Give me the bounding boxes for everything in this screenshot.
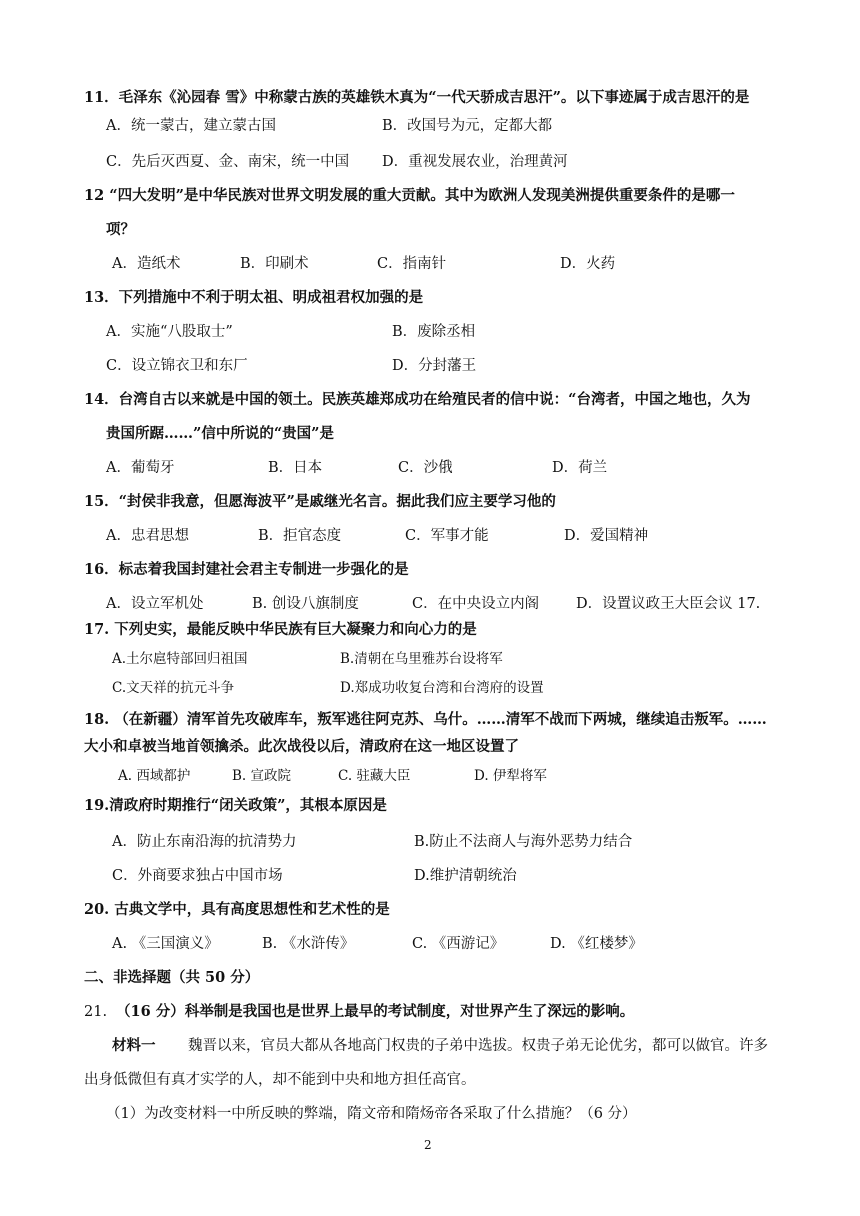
q11-option-d: D．重视发展农业，治理黄河	[382, 154, 568, 170]
q19-option-b: B.防止不法商人与海外恶势力结合	[414, 834, 633, 850]
q12-stem-cont: 项？	[106, 221, 135, 238]
q13-option-b: B．废除丞相	[392, 324, 476, 340]
q20-option-d: D. 《红楼梦》	[550, 936, 643, 952]
q11-option-c: C．先后灭西夏、金、南宋，统一中国	[106, 154, 350, 170]
q16-option-b: B. 创设八旗制度	[252, 596, 359, 612]
q18-option-a: A. 西域都护	[118, 768, 191, 784]
q14-option-c: C．沙俄	[398, 460, 453, 476]
page-number: 2	[424, 1138, 432, 1152]
q13-option-c: C．设立锦衣卫和东厂	[106, 358, 248, 374]
q12-option-c: C．指南针	[377, 256, 447, 272]
q20-option-a: A. 《三国演义》	[112, 936, 219, 952]
q17-option-c: C.文天祥的抗元斗争	[112, 680, 235, 696]
q18-option-b: B. 宣政院	[232, 768, 292, 784]
q15-option-a: A．忠君思想	[106, 528, 189, 544]
q12-stem: 12 “四大发明”是中华民族对世界文明发展的重大贡献。其中为欧洲人发现美洲提供重要条件的是哪一	[84, 187, 735, 204]
q21-subquestion-1: （1）为改变材料一中所反映的弊端，隋文帝和隋炀帝各采取了什么措施？（6 分）	[106, 1106, 637, 1122]
q14-stem-cont: 贵国所踞……”信中所说的“贵国”是	[106, 425, 335, 442]
q14-option-d: D．荷兰	[552, 460, 608, 476]
q16-option-d: D．设置议政王大臣会议 17.	[576, 596, 761, 612]
q21-stem: （16 分）科举制是我国也是世界上最早的考试制度，对世界产生了深远的影响。	[116, 1003, 635, 1020]
q11-option-b: B．改国号为元，定都大都	[382, 118, 553, 134]
q15-stem: 15．“封侯非我意，但愿海波平”是戚继光名言。据此我们应主要学习他的	[84, 493, 556, 510]
q13-stem: 13．下列措施中不利于明太祖、明成祖君权加强的是	[84, 289, 424, 306]
q16-option-a: A．设立军机处	[106, 596, 204, 612]
q12-option-d: D．火药	[560, 256, 616, 272]
q17-stem: 17. 下列史实，最能反映中华民族有巨大凝聚力和向心力的是	[84, 621, 477, 638]
q17-option-d: D.郑成功收复台湾和台湾府的设置	[340, 680, 544, 696]
q20-stem: 20. 古典文学中，具有高度思想性和艺术性的是	[84, 901, 390, 918]
q11-option-a: A．统一蒙古，建立蒙古国	[106, 118, 276, 134]
q19-option-d: D.维护清朝统治	[414, 868, 517, 884]
q20-option-c: C. 《西游记》	[412, 936, 505, 952]
q15-option-c: C．军事才能	[405, 528, 489, 544]
q16-stem: 16．标志着我国封建社会君主专制进一步强化的是	[84, 561, 409, 578]
q16-option-c: C．在中央设立内阁	[412, 596, 540, 612]
q12-option-a: A．造纸术	[112, 256, 181, 272]
q21-number: 21.	[84, 1004, 108, 1020]
q12-option-b: B．印刷术	[240, 256, 309, 272]
q18-option-c: C. 驻藏大臣	[338, 768, 411, 784]
q15-option-d: D．爱国精神	[564, 528, 649, 544]
q21-material-line2: 出身低微但有真才实学的人，却不能到中央和地方担任高官。	[84, 1072, 476, 1088]
q19-stem: 19.清政府时期推行“闭关政策”，其根本原因是	[84, 797, 387, 814]
q19-option-c: C．外商要求独占中国市场	[112, 868, 283, 884]
q17-option-a: A.土尔扈特部回归祖国	[112, 651, 248, 667]
q20-option-b: B. 《水浒传》	[262, 936, 355, 952]
q21-material-label: 材料一	[112, 1037, 156, 1054]
q14-option-b: B．日本	[268, 460, 323, 476]
section-title: 二、非选择题（共 50 分）	[84, 969, 260, 986]
q19-option-a: A．防止东南沿海的抗清势力	[112, 834, 297, 850]
q21-material-line1: 魏晋以来，官员大都从各地高门权贵的子弟中选拔。权贵子弟无论优劣，都可以做官。许多	[188, 1038, 768, 1054]
q18-stem: 18. （在新疆）清军首先攻破库车，叛军逃往阿克苏、乌什。……清军不战而下两城，继续追击叛军。……	[84, 711, 767, 728]
q18-option-d: D. 伊犁将军	[474, 768, 547, 784]
q14-option-a: A．葡萄牙	[106, 460, 175, 476]
q13-option-a: A．实施“八股取士”	[106, 324, 233, 340]
q14-stem: 14．台湾自古以来就是中国的领土。民族英雄郑成功在给殖民者的信中说：“台湾者，中国之地也，久为	[84, 391, 751, 408]
q13-option-d: D．分封藩王	[392, 358, 477, 374]
q15-option-b: B．拒官态度	[258, 528, 342, 544]
q18-stem-cont: 大小和卓被当地首领擒杀。此次战役以后，清政府在这一地区设置了	[84, 738, 519, 755]
q17-option-b: B.清朝在乌里雅苏台设将军	[340, 651, 503, 667]
q11-stem: 11．毛泽东《沁园春 雪》中称蒙古族的英雄铁木真为“一代天骄成吉思汗”。以下事迹属于成吉思汗的是	[84, 89, 750, 106]
